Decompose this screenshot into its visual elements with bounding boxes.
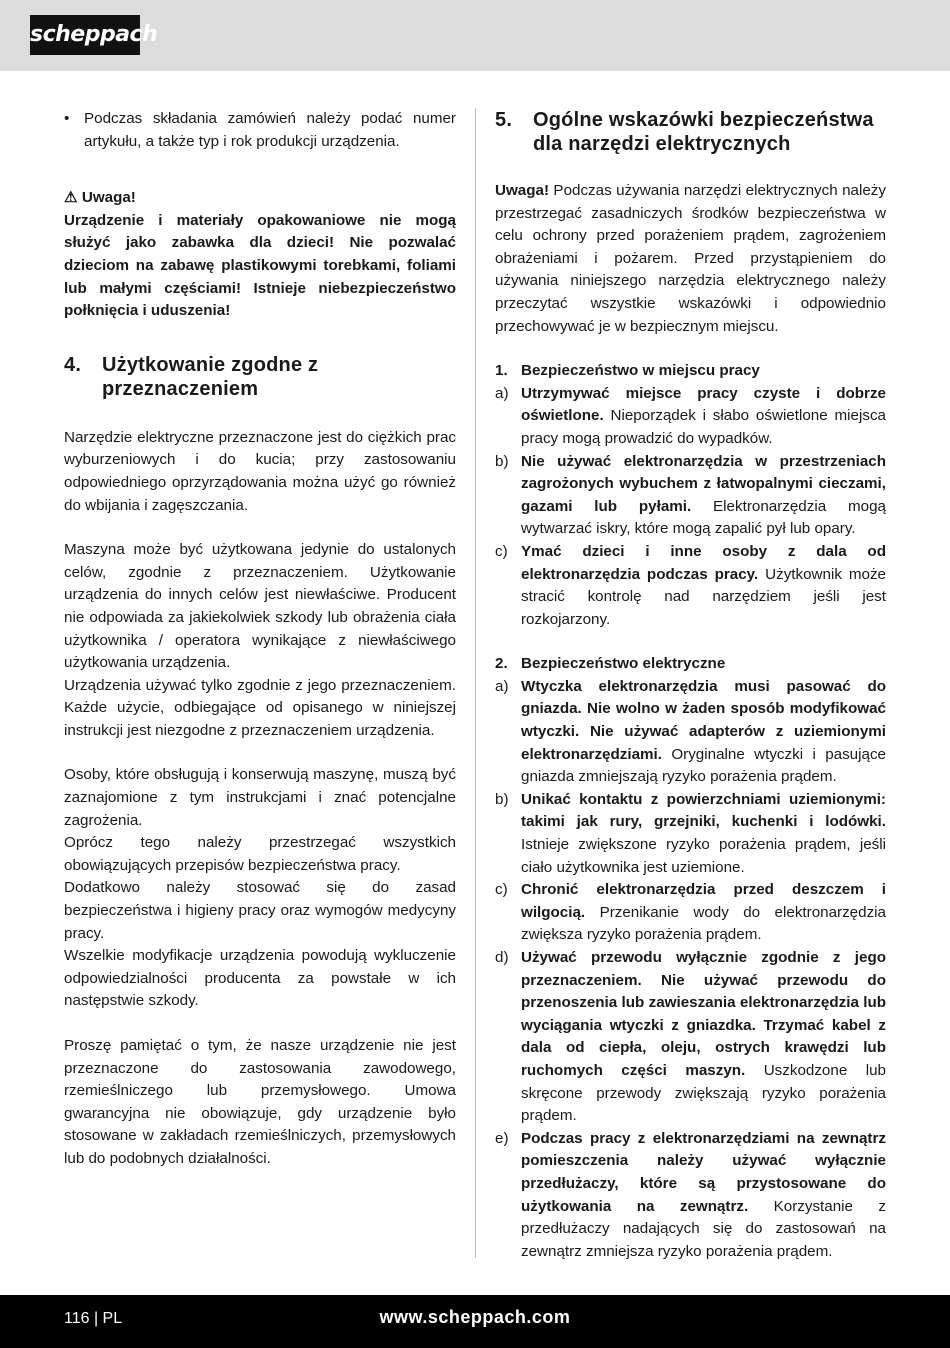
item-text: Istnieje zwiększone ryzyko porażenia prądem, jeśli ciało użytkownika jest uziemione. [521,836,886,876]
item-bold-text: Nie używać elektronarzędzia w przestrzeniach zagrożonych wybuchem z łatwopalnymi cieczami, gazami lub pyłami. [521,452,886,515]
order-info-bullet: • Podczas składania zamówień należy podać numer artykułu, a także typ i rok produkcji urządzenia. [64,110,456,150]
right-column [495,108,886,1263]
item-text: Elektronarzędzia mogą wytwarzać iskry, które mogą zapalić pył lub opary. [521,497,886,538]
item-bold-text: Unikać kontaktu z powierzchniami uziemionymi: takimi jak rury, grzejniki, kuchenki i lodówki. [521,790,886,831]
item-text: Korzystanie z przedłużaczy nadających się do zastosowań na zewnątrz zmniejsza ryzyko porażenia prądem. [521,1197,886,1260]
item-letter: a) [495,677,509,695]
item-letter: c) [495,542,508,560]
subsection-1-list [495,383,886,632]
paragraph-5: Oprócz tego należy przestrzegać wszystkich obowiązujących przepisów bezpieczeństwa pracy. [64,834,456,874]
safety-item [495,879,886,947]
paragraph-3: Urządzenia używać tylko zgodnie z jego przeznaczeniem. Każde użycie, odbiegające od opisanego w niniejszej instrukcji jest niezgodne z przeznaczeniem urządzenia. [64,676,456,739]
paragraph-8: Proszę pamiętać o tym, że nasze urządzenie nie jest przeznaczone do zastosowania zawodowego, rzemieślniczego lub przemysłowego. Umowa gwarancyjna nie obowiązuje, gdy urządzenie było stosowane w zakładach rzemieślniczych, przemysłowych lub do podobnych działalności. [64,1037,456,1167]
safety-item [495,947,886,1128]
section-5-title: 5. Ogólne wskazówki bezpieczeństwa dla narzędzi elektrycznych [495,109,874,155]
item-letter: c) [495,881,508,899]
paragraph-6: Dodatkowo należy stosować się do zasad bezpieczeństwa i higieny pracy oraz wymogów medycyny pracy. [64,879,456,942]
safety-intro: Uwaga! Podczas używania narzędzi elektrycznych należy przestrzegać zasadniczych środków bezpieczeństwa w celu ochrony przed porażeniem prądem, zagrożeniem obrażeniami i pożarem. Przed przystąpieniem do używania niniejszego narzędzia elektrycznego należy przeczytać wszystkie wskazówki i odpowiednio przechowywać je w bezpiecznym miejscu. [495,182,886,335]
paragraph-1: Narzędzie elektryczne przeznaczone jest do ciężkich prac wyburzeniowych i do kucia; przy zastosowaniu odpowiedniego oprzyrządowania można użyć go również do wbijania i zagęszczania. [64,428,456,514]
footer-bar [0,1295,950,1348]
safety-item [495,541,886,631]
paragraph-7: Wszelkie modyfikacje urządzenia powodują wykluczenie odpowiedzialności producenta za powstałe w ich następstwie szkody. [64,947,456,1010]
paragraph-4: Osoby, które obsługują i konserwują maszynę, muszą być zaznajomione z tym instrukcjami i znać potencjalne zagrożenia. [64,766,456,829]
paragraph-2: Maszyna może być użytkowana jedynie do ustalonych celów, zgodnie z przeznaczeniem. Użytkowanie urządzenia do innych celów jest niewłaściwe. Producent nie odpowiada za jakiekolwiek szkody lub obrażenia ciała użytkownika / operatora wynikające z niewłaściwego użytkowania urządzenia. [64,541,456,672]
warning-triangle-icon: ⚠ [64,189,78,207]
item-text: Przenikanie wody do elektronarzędzia zwiększa ryzyko porażenia prądem. [521,903,886,944]
safety-item [495,451,886,541]
item-bold-text: Utrzymywać miejsce pracy czyste i dobrze oświetlone. [521,384,886,425]
item-bold-text: Chronić elektronarzędzia przed deszczem i wilgocią. [521,881,886,921]
item-text: Oryginalne wtyczki i pasujące gniazda zmniejszają ryzyko porażenia prądem. [521,745,886,786]
page-number: 116 | PL [64,1310,123,1327]
item-letter: e) [495,1129,509,1147]
item-bold-text: Podczas pracy z elektronarzędziami na zewnątrz pomieszczenia należy używać wyłącznie przedłużaczy, które są przystosowane do użytkowania na zewnątrz. [521,1129,886,1215]
warning-heading: ⚠ Uwaga! [64,189,136,207]
item-letter: b) [495,452,509,470]
subsection-2-title: 2. Bezpieczeństwo elektryczne [495,655,726,673]
section-4-title: 4. Użytkowanie zgodne z przeznaczeniem [64,353,319,400]
item-letter: d) [495,949,509,966]
safety-item [495,676,886,789]
item-bold-text: Używać przewodu wyłącznie zgodnie z jego przeznaczeniem. Nie używać przewodu do przenoszenia lub zawieszania elektronarzędzia lub wyciągania wtyczki z gniazdka. Trzymać kabel z dala od ciepła, oleju, ostrych krawędzi lub ruchomych części maszyn. [521,949,886,1079]
subsection-2-list [495,676,886,1263]
item-text: Nieporządek i słabo oświetlone miejsca pracy mogą prowadzić do wypadków. [521,407,886,447]
safety-item [495,789,886,879]
website-url: www.scheppach.com [379,1307,571,1327]
left-column [64,108,456,1171]
item-bold-text: Ymać dzieci i inne osoby z dala od elektronarzędzia podczas pracy. [521,542,886,583]
safety-item [495,1128,886,1264]
header-bar [0,0,950,71]
warning-text: Urządzenie i materiały opakowaniowe nie mogą służyć jako zabawka dla dzieci! Nie pozwalać dzieciom na zabawę plastikowymi torebkami, foliami lub małymi częściami! Istnieje niebezpieczeństwo połknięcia i uduszenia! [64,211,456,320]
item-letter: a) [495,384,509,402]
column-divider [475,108,476,1258]
scheppach-logo: scheppach [30,15,140,55]
item-text: Uszkodzone lub skręcone przewody zwiększają ryzyko porażenia prądem. [521,1061,886,1125]
item-letter: b) [495,790,509,808]
item-bold-text: Wtyczka elektronarzędzia musi pasować do gniazda. Nie wolno w żaden sposób modyfikować wtyczki. Nie używać adapterów z uziemionymi elektronarzędziami. [521,677,886,763]
item-text: Użytkownik może stracić kontrolę nad narzędziem jeśli jest rozkojarzony. [521,565,886,628]
safety-item [495,383,886,451]
subsection-1-title: 1. Bezpieczeństwo w miejscu pracy [495,362,760,380]
